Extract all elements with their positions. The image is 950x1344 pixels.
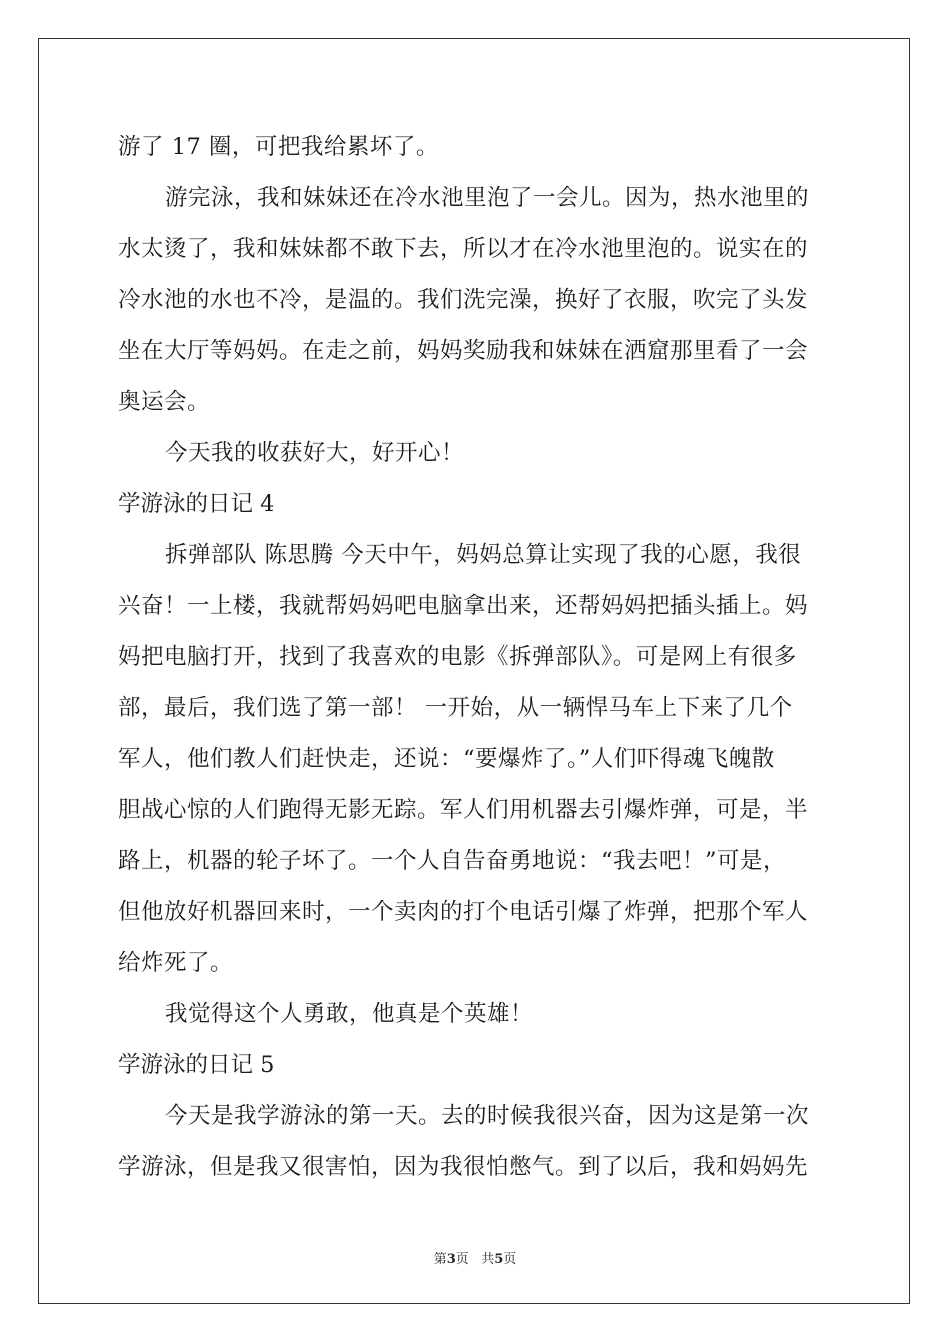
paragraph-line: 学游泳，但是我又很害怕，因为我很怕憋气。到了以后，我和妈妈先 — [118, 1154, 809, 1180]
paragraph-line: 兴奋！一上楼，我就帮妈妈吧电脑拿出来，还帮妈妈把插头插上。妈 — [118, 593, 809, 619]
footer-prefix: 第 — [433, 1252, 447, 1267]
section-heading: 学游泳的日记 5 — [118, 1052, 275, 1078]
paragraph-line: 胆战心惊的人们跑得无影无踪。军人们用机器去引爆炸弹，可是，半 — [118, 797, 809, 823]
paragraph-line: 坐在大厅等妈妈。在走之前，妈妈奖励我和妹妹在洒窟那里看了一会 — [118, 338, 809, 364]
paragraph-line: 路上，机器的轮子坏了。一个人自告奋勇地说：“我去吧！”可是， — [118, 848, 787, 874]
section-heading: 学游泳的日记 4 — [118, 491, 275, 517]
paragraph-line: 游完泳，我和妹妹还在冷水池里泡了一会儿。因为，热水池里的 — [165, 185, 810, 211]
paragraph-line: 今天是我学游泳的第一天。去的时候我很兴奋，因为这是第一次 — [165, 1103, 810, 1129]
paragraph-line: 我觉得这个人勇敢，他真是个英雄！ — [165, 1001, 534, 1027]
total-pages-number: 5 — [494, 1252, 504, 1267]
page-footer — [0, 1248, 950, 1267]
paragraph-line: 拆弹部队 陈思腾 今天中午，妈妈总算让实现了我的心愿，我很 — [165, 542, 802, 568]
current-page-number: 3 — [446, 1252, 456, 1267]
paragraph-line: 冷水池的水也不冷，是温的。我们洗完澡，换好了衣服，吹完了头发 — [118, 287, 809, 313]
paragraph-line: 今天我的收获好大，好开心！ — [165, 440, 465, 466]
footer-total-prefix: 共 — [481, 1252, 495, 1267]
paragraph-line: 游了 17 圈，可把我给累坏了。 — [118, 134, 439, 160]
paragraph-line: 妈把电脑打开，找到了我喜欢的电影《拆弹部队》。可是网上有很多 — [118, 644, 797, 670]
paragraph-line: 部，最后，我们选了第一部！ 一开始，从一辆悍马车上下来了几个 — [118, 695, 793, 721]
paragraph-line: 军人，他们教人们赶快走，还说：“要爆炸了。”人们吓得魂飞魄散 — [118, 746, 775, 772]
footer-total-suffix: 页 — [503, 1252, 517, 1267]
paragraph-line: 奥运会。 — [118, 389, 211, 415]
paragraph-line: 给炸死了。 — [118, 950, 234, 976]
paragraph-line: 水太烫了，我和妹妹都不敢下去，所以才在冷水池里泡的。说实在的 — [118, 236, 809, 262]
footer-page-word: 页 — [455, 1252, 469, 1267]
document-body — [118, 122, 833, 1193]
paragraph-line: 但他放好机器回来时，一个卖肉的打个电话引爆了炸弹，把那个军人 — [118, 899, 809, 925]
